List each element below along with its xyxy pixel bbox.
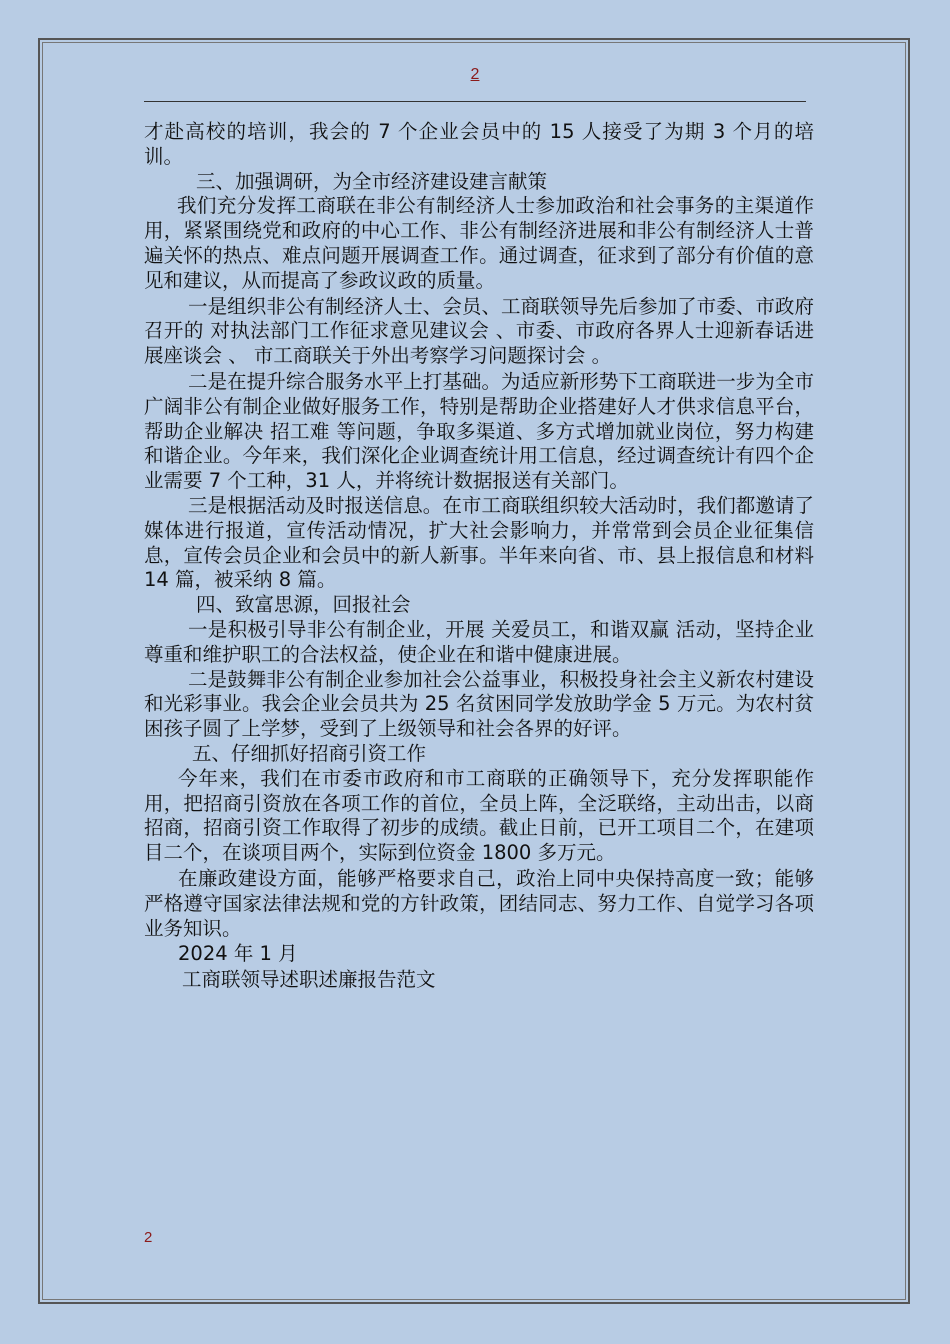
paragraph-research-three: 三是根据活动及时报送信息。在市工商联组织较大活动时，我们都邀请了媒体进行报道，宣传活动情况，扩大社会影响力，并常常到会员企业征集信息，宣传会员企业和会员中的新人新事。半年来向省、市、县上报信息和材料 14 篇，被采纳 8 篇。 — [144, 493, 814, 592]
paragraph-repay-two: 二是鼓舞非公有制企业参加社会公益事业，积极投身社会主义新农村建设和光彩事业。我会企业会员共为 25 名贫困同学发放助学金 5 万元。为农村贫困孩子圆了上学梦，受到了上级领导和社会各界的好评。 — [144, 667, 814, 741]
footer-page-number: 2 — [144, 1229, 153, 1246]
paragraph-research-one: 一是组织非公有制经济人士、会员、工商联领导先后参加了市委、市政府召开的 对执法部门工作征求意见建议会 、市委、市政府各界人士迎新春话进展座谈会 、 市工商联关于外出考察学习问题探讨会 。 — [144, 294, 814, 368]
paragraph-investment: 今年来，我们在市委市政府和市工商联的正确领导下，充分发挥职能作用，把招商引资放在各项工作的首位，全员上阵，全泛联络，主动出击，以商招商，招商引资工作取得了初步的成绩。截止日前，已开工项目二个，在建项目二个，在谈项目两个，实际到位资金 1800 多万元。 — [144, 766, 814, 865]
paragraph-research-two: 二是在提升综合服务水平上打基础。为适应新形势下工商联进一步为全市广阔非公有制企业做好服务工作，特别是帮助企业搭建好人才供求信息平台，帮助企业解决 招工难 等问题，争取多渠道、多方式增加就业岗位，努力构建和谐企业。今年来，我们深化企业调查统计用工信息，经过调查统计有四个企业需要 7 个工种，31 人，并将统计数据报送有关部门。 — [144, 369, 814, 493]
document-body — [144, 120, 814, 993]
header-page-number: 2 — [470, 66, 480, 83]
paragraph-training: 才赴高校的培训，我会的 7 个企业会员中的 15 人接受了为期 3 个月的培训。 — [144, 120, 814, 168]
section-heading-research: 三、加强调研，为全市经济建设建言献策 — [196, 169, 548, 193]
paragraph-integrity: 在廉政建设方面，能够严格要求自己，政治上同中央保持高度一致；能够严格遵守国家法律法规和党的方针政策，团结同志、努力工作、自觉学习各项业务知识。 — [144, 866, 814, 940]
paragraph-research-intro: 我们充分发挥工商联在非公有制经济人士参加政治和社会事务的主渠道作用，紧紧围绕党和政府的中心工作、非公有制经济进展和非公有制经济人士普遍关怀的热点、难点问题开展调查工作。通过调查，征求到了部分有价值的意见和建议，从而提高了参政议政的质量。 — [144, 194, 814, 292]
header-rule — [144, 101, 806, 102]
document-title-footer: 工商联领导述职述廉报告范文 — [182, 968, 436, 992]
paragraph-repay-one: 一是积极引导非公有制企业，开展 关爱员工，和谐双赢 活动，坚持企业尊重和维护职工的合法权益，使企业在和谐中健康进展。 — [144, 617, 814, 666]
section-heading-repay: 四、致富思源，回报社会 — [196, 593, 411, 617]
document-date: 2024 年 1 月 — [178, 942, 298, 966]
section-heading-investment: 五、仔细抓好招商引资工作 — [192, 741, 427, 765]
